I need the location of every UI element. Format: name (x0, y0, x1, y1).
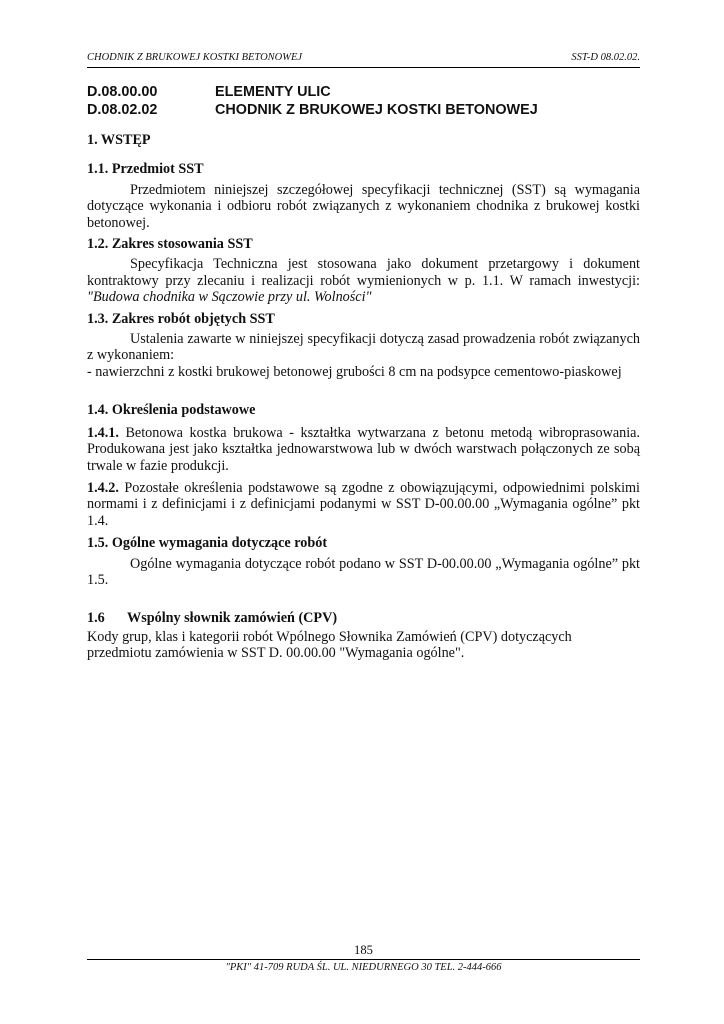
paragraph-1-2-text: Specyfikacja Techniczna jest stosowana jako dokument przetargowy i dokument kontraktowy przy zlecaniu i realizacji robót wymienionych w p. 1.1. W ramach inwestycji: (87, 256, 640, 289)
section-heading-1-1: 1.1. Przedmiot SST (87, 161, 204, 178)
header-title: CHODNIK Z BRUKOWEJ KOSTKI BETONOWEJ (87, 52, 303, 63)
definition-1-4-1 (87, 425, 640, 474)
spec-code-title: ELEMENTY ULIC (215, 84, 331, 100)
page-number: 185 (354, 943, 373, 957)
spec-code-row (87, 83, 538, 101)
section-heading-1-3: 1.3. Zakres robót objętych SST (87, 310, 275, 327)
definition-number: 1.4.1. (87, 424, 119, 441)
spec-code-row (87, 101, 538, 119)
section-heading-1-5: 1.5. Ogólne wymagania dotyczące robót (87, 535, 328, 552)
section-heading-1: 1. WSTĘP (87, 132, 151, 148)
definition-number: 1.4.2. (87, 479, 119, 496)
section-number: 1.6 (87, 610, 105, 627)
section-title: Wspólny słownik zamówień (CPV) (127, 610, 338, 627)
section-heading-1-4: 1.4. Określenia podstawowe (87, 402, 256, 419)
paragraph-1-6 (87, 629, 640, 662)
section-heading-1-2: 1.2. Zakres stosowania SST (87, 236, 253, 253)
paragraph-1-2 (87, 256, 640, 305)
list-item: - nawierzchni z kostki brukowej betonowej grubości 8 cm na podsypce cementowo-piaskowej (87, 363, 622, 380)
header-rule (87, 67, 640, 68)
definition-1-4-2 (87, 480, 640, 529)
paragraph-1-3: Ustalenia zawarte w niniejszej specyfikacji dotyczą zasad prowadzenia robót związanych z wykonaniem: (87, 331, 640, 364)
paragraph-1-6-line1: Kody grup, klas i kategorii robót Wpólnego Słownika Zamówień (CPV) dotyczących (87, 628, 572, 645)
paragraph-1-6-line2: przedmiotu zamówienia w SST D. 00.00.00 "Wymagania ogólne". (87, 645, 465, 662)
definition-text: Pozostałe określenia podstawowe są zgodne z obowiązującymi, odpowiednimi polskimi normami i z definicjami i z definicjami podanymi w SST D-00.00.00 „Wymagania ogólne” pkt 1.4. (87, 479, 641, 529)
document-page (87, 0, 640, 1024)
header-code: SST-D 08.02.02. (571, 52, 640, 63)
footer-rule (87, 959, 640, 960)
project-name: "Budowa chodnika w Sączowie przy ul. Wolności" (87, 289, 372, 306)
section-heading-1-6 (87, 610, 640, 626)
running-header (87, 52, 640, 63)
paragraph-1-5: Ogólne wymagania dotyczące robót podano w SST D-00.00.00 „Wymagania ogólne” pkt 1.5. (87, 555, 640, 588)
spec-codes (87, 83, 538, 119)
spec-code: D.08.00.00 (87, 84, 158, 100)
document-body (87, 132, 640, 662)
spec-code: D.08.02.02 (87, 102, 158, 118)
page-footer: "PKI" 41-709 RUDA ŚL. UL. NIEDURNEGO 30 TEL. 2-444-666 (225, 962, 502, 973)
spec-code-title: CHODNIK Z BRUKOWEJ KOSTKI BETONOWEJ (215, 102, 538, 118)
definition-text: Betonowa kostka brukowa - kształtka wytwarzana z betonu metodą wibroprasowania. Produkowana jest jako kształtka jednowarstwowa lub w dwóch warstwach połączonych ze sobą trwale w fazie produkcji. (87, 424, 640, 474)
paragraph-1-1: Przedmiotem niniejszej szczegółowej specyfikacji technicznej (SST) są wymagania dotyczące wykonania i odbioru robót związanych z wykonaniem chodnika z brukowej kostki betonowej. (87, 181, 640, 231)
